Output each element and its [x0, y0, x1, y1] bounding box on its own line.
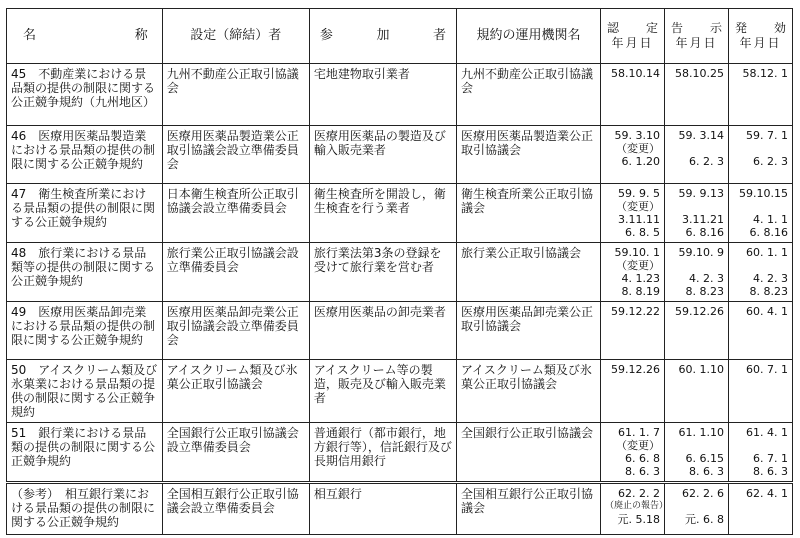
- kokuji-date-line: 6. 6.15: [685, 452, 724, 465]
- row-kokuji-cell: [665, 184, 729, 243]
- nintei-date-line: 6. 8. 5: [625, 226, 660, 239]
- row-participant-cell: 普通銀行（都市銀行，地方銀行等），信託銀行及び長期信用銀行: [309, 423, 456, 483]
- row-operator-cell: 衛生検査所業公正取引協議会: [457, 184, 601, 243]
- row-setter-cell: 全国相互銀行公正取引協議会設立準備委員会: [162, 483, 309, 535]
- kokuji-date-line: 元. 6. 8: [685, 513, 724, 526]
- row-name-cell: 51 銀行業における景品類の提供の制限に関する公正競争規約: [7, 423, 163, 483]
- nintei-date-line: 8. 8.19: [621, 285, 660, 298]
- row-participant-cell: 医療用医薬品の製造及び輸入販売業者: [309, 126, 456, 184]
- hakko-date-line: 6. 8.16: [749, 226, 788, 239]
- row-participant-cell: 旅行業法第3条の登録を受けて旅行業を営む者: [309, 243, 456, 302]
- row-operator-cell: 旅行業公正取引協議会: [457, 243, 601, 302]
- nintei-date-line: （変更）: [616, 259, 660, 272]
- nintei-date-line: 元. 5.18: [617, 513, 660, 526]
- row-operator-cell: アイスクリーム類及び氷菓公正取引協議会: [457, 360, 601, 423]
- row-hakko-cell: [728, 360, 792, 423]
- hakko-date-line: 60. 1. 1: [746, 246, 788, 259]
- row-kokuji-cell: [665, 483, 729, 535]
- kokuji-date-line: 8. 8.23: [685, 285, 724, 298]
- hakko-date-line: 8. 8.23: [749, 285, 788, 298]
- header-name: [7, 9, 163, 64]
- header-operator: 規約の運用機関名: [457, 9, 601, 64]
- table-row: [7, 243, 793, 302]
- row-participant-cell: 衛生検査所を開設し，衛生検査を行う業者: [309, 184, 456, 243]
- header-hakko-top-l: 発: [734, 21, 747, 35]
- row-kokuji-cell: [665, 423, 729, 483]
- row-kokuji-cell: [665, 243, 729, 302]
- kokuji-date-line: 6. 8.16: [685, 226, 724, 239]
- row-kokuji-cell: [665, 360, 729, 423]
- row-kokuji-cell: [665, 302, 729, 360]
- row-hakko-cell: [728, 184, 792, 243]
- table-body: [7, 64, 793, 535]
- nintei-date-line: （廃止の報告）: [605, 501, 669, 511]
- row-nintei-cell: [601, 184, 665, 243]
- row-participant-cell: 相互銀行: [309, 483, 456, 535]
- nintei-date-line: 59. 3.10: [614, 129, 660, 142]
- header-kokuji-bottom: 年月日: [675, 36, 718, 50]
- header-participant-1: 参: [319, 28, 333, 43]
- header-row: [7, 9, 793, 64]
- table-row: [7, 126, 793, 184]
- hakko-date-line: 62. 4. 1: [746, 487, 788, 500]
- nintei-date-line: 4. 1.23: [621, 272, 660, 285]
- row-nintei-cell: [601, 64, 665, 126]
- nintei-date-line: （変更）: [616, 439, 660, 452]
- row-setter-cell: 全国銀行公正取引協議会設立準備委員会: [162, 423, 309, 483]
- header-participant: [309, 9, 456, 64]
- table-row: [7, 483, 793, 535]
- hakko-date-line: 59.10.15: [739, 187, 788, 200]
- row-operator-cell: 九州不動産公正取引協議会: [457, 64, 601, 126]
- kokuji-date-line: 61. 1.10: [678, 426, 724, 439]
- header-setter: 設定（締結）者: [162, 9, 309, 64]
- kokuji-date-line: 59.12.26: [675, 305, 724, 318]
- nintei-date-line: （変更）: [616, 200, 660, 213]
- row-nintei-cell: [601, 243, 665, 302]
- header-kokuji-top-l: 告: [671, 21, 684, 35]
- table-row: [7, 302, 793, 360]
- header-name-right: 称: [134, 28, 148, 43]
- row-setter-cell: 旅行業公正取引協議会設立準備委員会: [162, 243, 309, 302]
- kokuji-date-line: [669, 500, 724, 513]
- row-participant-cell: アイスクリーム等の製造，販売及び輸入販売業者: [309, 360, 456, 423]
- hakko-date-line: 4. 2. 3: [753, 272, 788, 285]
- row-kokuji-cell: [665, 64, 729, 126]
- kokuji-date-line: 62. 2. 6: [682, 487, 724, 500]
- header-name-left: 名: [23, 28, 37, 43]
- hakko-date-line: 59. 7. 1: [746, 129, 788, 142]
- kokuji-date-line: [669, 439, 724, 452]
- kokuji-date-line: 6. 2. 3: [689, 155, 724, 168]
- hakko-date-line: [733, 142, 788, 155]
- row-operator-cell: 全国相互銀行公正取引協議会: [457, 483, 601, 535]
- hakko-date-line: 4. 1. 1: [753, 213, 788, 226]
- row-operator-cell: 医療用医薬品卸売業公正取引協議会: [457, 302, 601, 360]
- header-nintei-top-l: 認: [607, 21, 620, 35]
- kokuji-date-line: 59. 3.14: [678, 129, 724, 142]
- hakko-date-line: [733, 439, 788, 452]
- table-row: [7, 184, 793, 243]
- hakko-date-line: 60. 7. 1: [746, 363, 788, 376]
- row-setter-cell: アイスクリーム類及び氷菓公正取引協議会: [162, 360, 309, 423]
- nintei-date-line: 61. 1. 7: [618, 426, 660, 439]
- row-setter-cell: 九州不動産公正取引協議会: [162, 64, 309, 126]
- header-participant-3: 者: [433, 28, 447, 43]
- header-nintei-bottom: 年月日: [611, 36, 654, 50]
- kokuji-date-line: [669, 259, 724, 272]
- row-setter-cell: 医療用医薬品卸売業公正取引協議会設立準備委員会: [162, 302, 309, 360]
- row-name-cell: 45 不動産業における景品類の提供の制限に関する公正競争規約（九州地区）: [7, 64, 163, 126]
- kokuji-date-line: 4. 2. 3: [689, 272, 724, 285]
- kokuji-date-line: 59. 9.13: [678, 187, 724, 200]
- row-name-cell: 46 医療用医薬品製造業における景品類の提供の制限に関する公正競争規約: [7, 126, 163, 184]
- row-kokuji-cell: [665, 126, 729, 184]
- nintei-date-line: 59.12.22: [611, 305, 660, 318]
- nintei-date-line: 3.11.11: [618, 213, 660, 226]
- hakko-date-line: 61. 4. 1: [746, 426, 788, 439]
- row-operator-cell: 全国銀行公正取引協議会: [457, 423, 601, 483]
- row-name-cell: 49 医療用医薬品卸売業における景品類の提供の制限に関する公正競争規約: [7, 302, 163, 360]
- header-hakko: [728, 9, 792, 64]
- row-nintei-cell: [601, 302, 665, 360]
- header-hakko-bottom: 年月日: [739, 36, 782, 50]
- nintei-date-line: 8. 6. 3: [625, 465, 660, 478]
- kokuji-date-line: 59.10. 9: [678, 246, 724, 259]
- nintei-date-line: 6. 6. 8: [625, 452, 660, 465]
- table-row: [7, 423, 793, 483]
- row-setter-cell: 日本衛生検査所公正取引協議会設立準備委員会: [162, 184, 309, 243]
- row-hakko-cell: [728, 126, 792, 184]
- row-name-cell: 47 衛生検査所業における景品類の提供の制限に関する公正競争規約: [7, 184, 163, 243]
- header-kokuji: [665, 9, 729, 64]
- hakko-date-line: [733, 200, 788, 213]
- kokuji-date-line: 58.10.25: [675, 67, 724, 80]
- nintei-date-line: （変更）: [616, 142, 660, 155]
- nintei-date-line: 59. 9. 5: [618, 187, 660, 200]
- row-name-cell: 50 アイスクリーム類及び氷菓業における景品類の提供の制限に関する公正競争規約: [7, 360, 163, 423]
- row-participant-cell: 宅地建物取引業者: [309, 64, 456, 126]
- row-hakko-cell: [728, 64, 792, 126]
- header-hakko-top-r: 効: [773, 21, 786, 35]
- kokuji-date-line: 8. 6. 3: [689, 465, 724, 478]
- nintei-date-line: 62. 2. 2: [618, 487, 660, 500]
- row-operator-cell: 医療用医薬品製造業公正取引協議会: [457, 126, 601, 184]
- nintei-date-line: 6. 1.20: [621, 155, 660, 168]
- header-nintei: [601, 9, 665, 64]
- nintei-date-line: 59.10. 1: [614, 246, 660, 259]
- row-setter-cell: 医療用医薬品製造業公正取引協議会設立準備委員会: [162, 126, 309, 184]
- hakko-date-line: 60. 4. 1: [746, 305, 788, 318]
- kokuji-date-line: 3.11.21: [681, 213, 724, 226]
- hakko-date-line: 6. 2. 3: [753, 155, 788, 168]
- hakko-date-line: 6. 7. 1: [753, 452, 788, 465]
- rules-table: [6, 8, 793, 535]
- table-row: [7, 64, 793, 126]
- row-nintei-cell: [601, 483, 669, 535]
- row-nintei-cell: [601, 423, 665, 483]
- header-nintei-top-r: 定: [645, 21, 658, 35]
- row-hakko-cell: [728, 243, 792, 302]
- row-name-cell: （参考） 相互銀行業における景品類の提供の制限に関する公正競争規約: [7, 483, 163, 535]
- row-hakko-cell: [728, 483, 792, 535]
- hakko-date-line: 8. 6. 3: [753, 465, 788, 478]
- hakko-date-line: [733, 259, 788, 272]
- nintei-date-line: 59.12.26: [611, 363, 660, 376]
- row-nintei-cell: [601, 126, 665, 184]
- table-row: [7, 360, 793, 423]
- row-hakko-cell: [728, 302, 792, 360]
- header-participant-2: 加: [376, 28, 390, 43]
- kokuji-date-line: [669, 142, 724, 155]
- row-nintei-cell: [601, 360, 665, 423]
- kokuji-date-line: [669, 200, 724, 213]
- header-kokuji-top-r: 示: [709, 21, 722, 35]
- nintei-date-line: 58.10.14: [611, 67, 660, 80]
- kokuji-date-line: 60. 1.10: [678, 363, 724, 376]
- hakko-date-line: 58.12. 1: [742, 67, 788, 80]
- row-name-cell: 48 旅行業における景品類等の提供の制限に関する公正競争規約: [7, 243, 163, 302]
- row-participant-cell: 医療用医薬品の卸売業者: [309, 302, 456, 360]
- row-hakko-cell: [728, 423, 792, 483]
